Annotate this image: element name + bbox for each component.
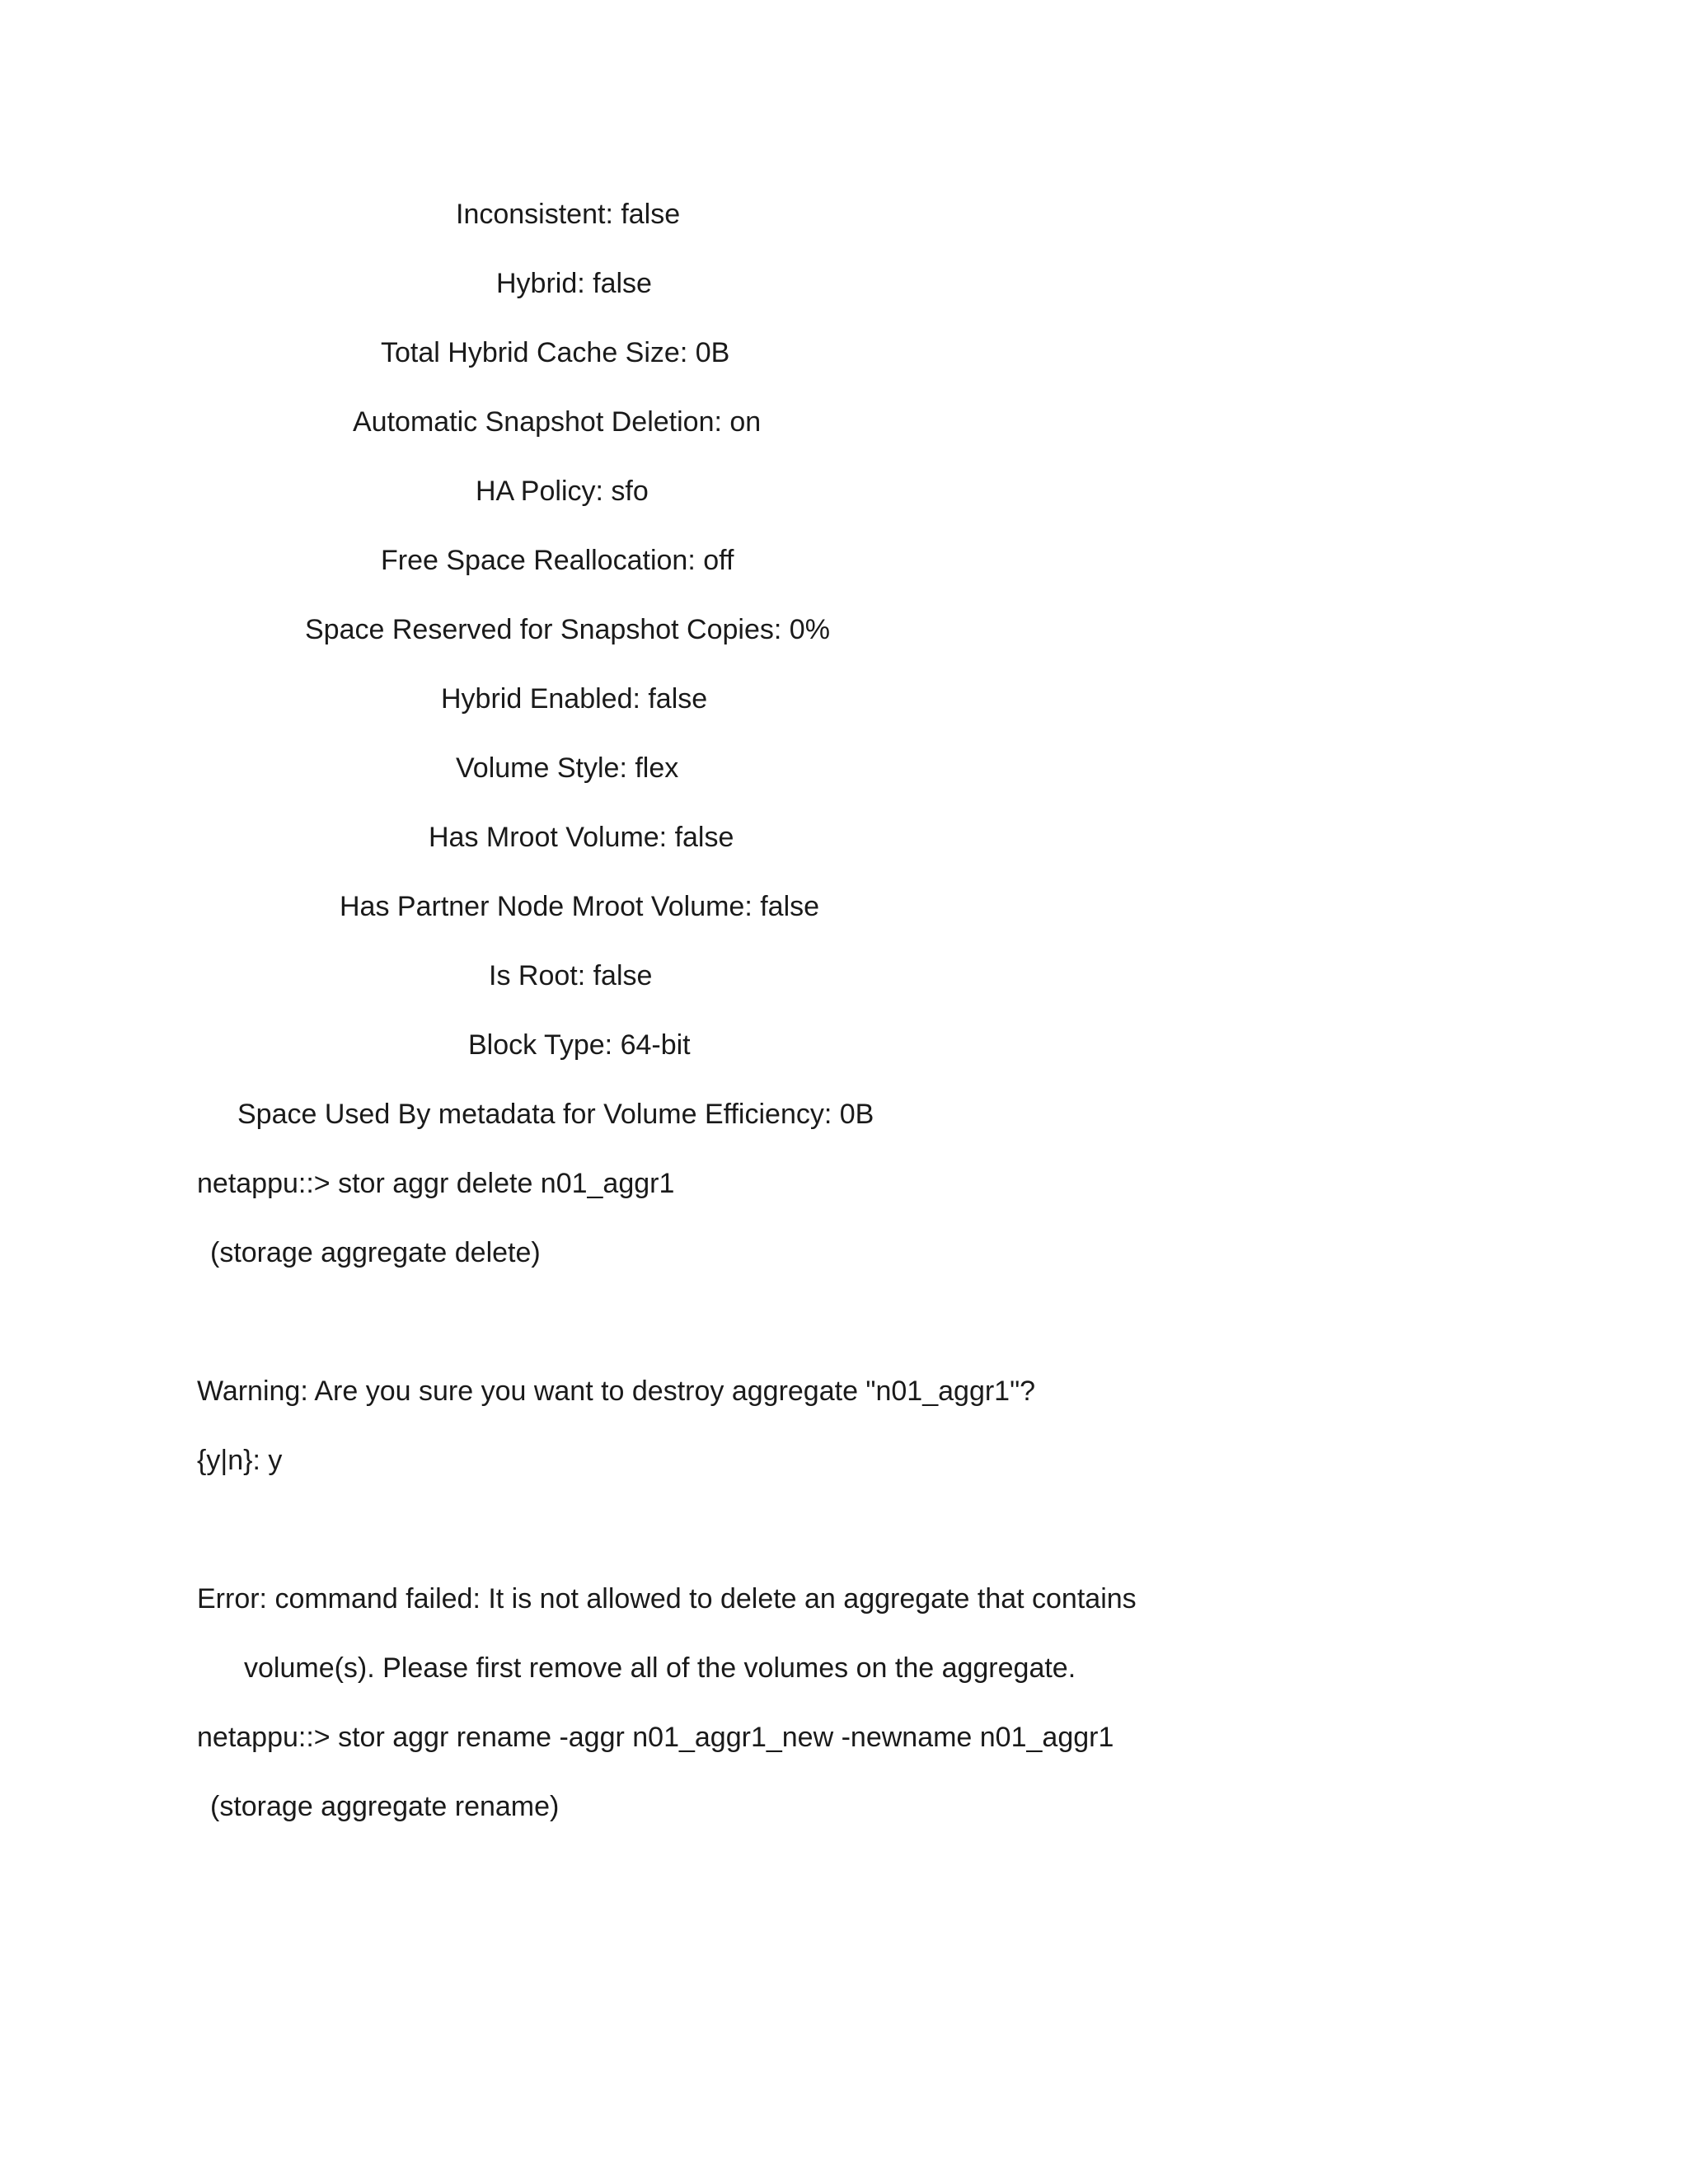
property-ha-policy: HA Policy: sfo <box>476 476 649 507</box>
property-free-space-reallocation: Free Space Reallocation: off <box>381 545 734 576</box>
property-total-hybrid-cache-size: Total Hybrid Cache Size: 0B <box>381 337 730 368</box>
command-line-delete: netappu::> stor aggr delete n01_aggr1 <box>197 1168 675 1199</box>
warning-message: Warning: Are you sure you want to destroy aggregate "n01_aggr1"? <box>197 1376 1036 1407</box>
command-expansion-rename: (storage aggregate rename) <box>210 1791 560 1822</box>
property-volume-style: Volume Style: flex <box>456 752 679 784</box>
property-space-used-metadata: Space Used By metadata for Volume Efficiency: 0B <box>237 1099 874 1130</box>
property-hybrid-enabled: Hybrid Enabled: false <box>441 683 708 715</box>
property-space-reserved-snapshot: Space Reserved for Snapshot Copies: 0% <box>305 614 830 645</box>
property-inconsistent: Inconsistent: false <box>456 199 681 230</box>
command-line-rename: netappu::> stor aggr rename -aggr n01_aggr1_new -newname n01_aggr1 <box>197 1722 1114 1753</box>
command-expansion-delete: (storage aggregate delete) <box>210 1237 541 1268</box>
error-message-line-2: volume(s). Please first remove all of the volumes on the aggregate. <box>244 1652 1076 1684</box>
property-has-mroot-volume: Has Mroot Volume: false <box>429 822 734 853</box>
property-automatic-snapshot-deletion: Automatic Snapshot Deletion: on <box>353 406 762 438</box>
property-hybrid: Hybrid: false <box>496 268 652 299</box>
property-is-root: Is Root: false <box>489 960 653 991</box>
error-message-line-1: Error: command failed: It is not allowed to delete an aggregate that contains <box>197 1583 1137 1615</box>
property-block-type: Block Type: 64-bit <box>468 1029 691 1061</box>
property-has-partner-mroot-volume: Has Partner Node Mroot Volume: false <box>340 891 820 922</box>
confirmation-prompt: {y|n}: y <box>197 1445 283 1476</box>
